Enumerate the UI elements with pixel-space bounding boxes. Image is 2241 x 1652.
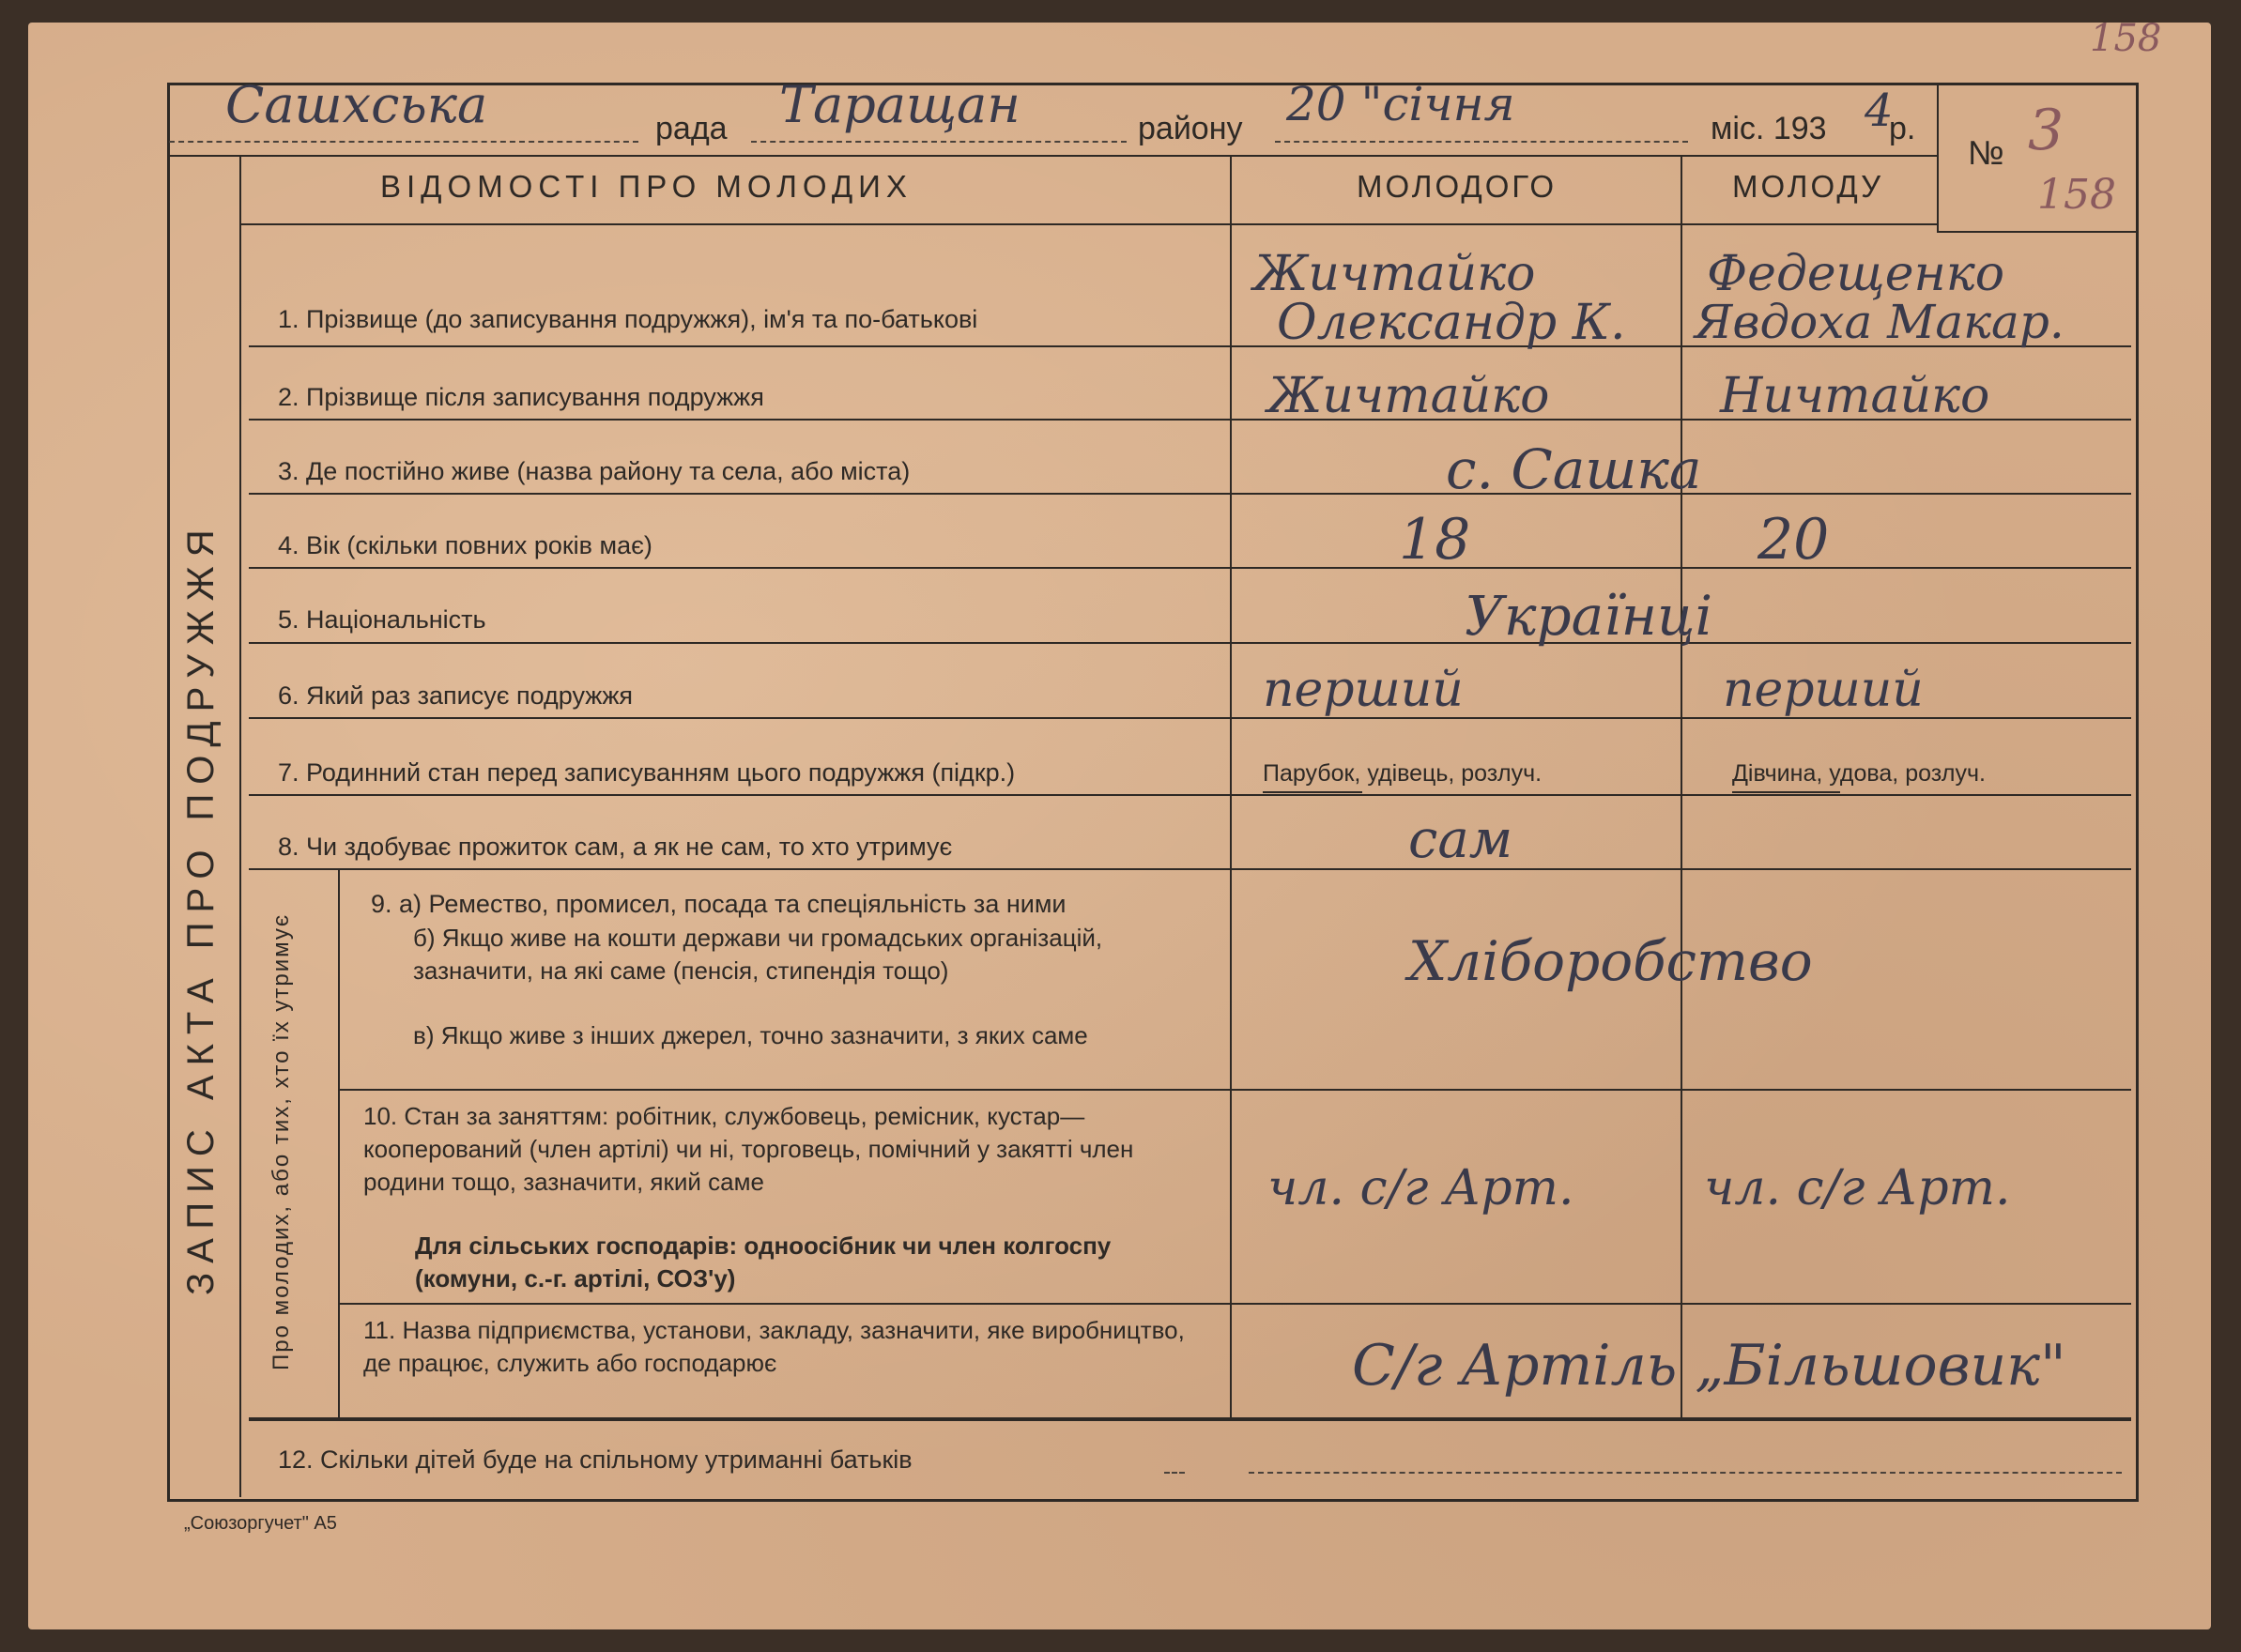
- council-name-handwritten: Сашхська: [225, 75, 488, 134]
- row-8-label: 8. Чи здобуває прожиток сам, а як не сам, то хто утримує: [278, 833, 953, 861]
- year-suffix: р.: [1889, 111, 1916, 146]
- row-7-label: 7. Родинний стан перед записуванням цього подружжя (підкр.): [278, 758, 1016, 787]
- year-digit-handwritten: 4: [1865, 84, 1894, 137]
- bride-surname-before: Федещенко: [1707, 246, 2005, 302]
- council-label: рада: [655, 111, 728, 146]
- month-year-label: міс. 193: [1711, 111, 1827, 146]
- row-11-rule: [249, 1417, 2131, 1421]
- nationality-value: Українці: [1465, 584, 1713, 648]
- groom-livelihood: сам: [1408, 809, 1513, 870]
- occupation-value: Хліборобство: [1408, 929, 1813, 993]
- groom-column-border: [1230, 155, 1232, 1417]
- groom-marital-options: Парубок, удівець, розлуч.: [1263, 760, 1543, 787]
- side-title: ЗАПИС АКТА ПРО ПОДРУЖЖЯ: [180, 520, 222, 1295]
- row-5-label: 5. Національність: [278, 605, 486, 634]
- record-number-handwritten: 3: [2028, 98, 2064, 163]
- row-9a-label: 9. а) Ремество, промисел, посада та спеціяльність за ними: [371, 890, 1067, 918]
- bride-surname-after: Ничтайко: [1720, 368, 1990, 424]
- row-8-rule: [249, 868, 2131, 870]
- row-7-rule: [249, 794, 2131, 796]
- groom-age: 18: [1399, 507, 1471, 573]
- number-box-bottom: [1937, 231, 2139, 233]
- bride-occupation-status: чл. с/г Арт.: [1704, 1160, 2011, 1216]
- row-4-label: 4. Вік (скільки повних років має): [278, 531, 652, 559]
- row-6-label: 6. Який раз записує подружжя: [278, 681, 634, 710]
- row-10-farmers-label: Для сільських господарів: одноосібник чи член колгоспу (комуни, с.-г. артілі, СОЗ'у): [415, 1231, 1112, 1293]
- council-underline: [169, 141, 638, 143]
- bride-marital-underline: [1732, 791, 1840, 793]
- subgroup-border: [338, 868, 340, 1417]
- row-9-rule: [338, 1089, 2131, 1091]
- corner-archive-mark: 158: [2090, 17, 2162, 60]
- groom-marital-underline: [1263, 791, 1362, 793]
- column-header-info: ВІДОМОСТІ ПРО МОЛОДИХ: [380, 169, 913, 204]
- number-label: №: [1968, 133, 2004, 172]
- subgroup-side-label: Про молодих, або тих, хто їх утримує: [269, 912, 294, 1370]
- bride-column-border: [1681, 155, 1682, 1417]
- district-underline: [751, 141, 1127, 143]
- printer-mark: „Союзоргучет" А5: [184, 1513, 337, 1534]
- row-10-label: 10. Стан за заняттям: робітник, службовець, ремісник, кустар—кооперований (член артілі) чи ні, торговець, помічний у закятті член родини тощо, зазначити, який саме: [363, 1102, 1134, 1196]
- bride-name-patronymic: Явдоха Макар.: [1695, 295, 2064, 349]
- row-12-answer-line: [1249, 1472, 2122, 1474]
- residence-value: с. Сашка: [1446, 437, 1702, 501]
- bride-age: 20: [1757, 507, 1830, 573]
- header-rule: [167, 155, 1937, 157]
- column-header-groom: МОЛОДОГО: [1357, 169, 1558, 204]
- record-number-sub: 158: [2037, 171, 2116, 219]
- row-12-leader-dots: [1164, 1472, 1185, 1474]
- row-3-rule: [249, 493, 2131, 495]
- workplace-value: С/г Артіль „Більшовик": [1352, 1333, 2066, 1399]
- row-9b-label: б) Якщо живе на кошти держави чи громадських організацій, зазначити, на які саме (пенсія, стипендія тощо): [413, 924, 1103, 985]
- bride-marriage-count: перший: [1723, 662, 1924, 718]
- date-handwritten: 20 "січня: [1286, 77, 1515, 131]
- groom-marriage-count: перший: [1263, 662, 1464, 718]
- district-name-handwritten: Таращан: [779, 75, 1021, 134]
- row-5-rule: [249, 642, 2131, 644]
- row-9c-label: в) Якщо живе з інших джерел, точно зазначити, з яких саме: [413, 1021, 1088, 1049]
- row-3-label: 3. Де постійно живе (назва району та села, або міста): [278, 457, 911, 485]
- groom-name-patronymic: Олександр К.: [1277, 295, 1626, 351]
- date-underline: [1275, 141, 1688, 143]
- groom-occupation-status: чл. с/г Арт.: [1267, 1160, 1574, 1216]
- row-11-label: 11. Назва підприємства, установи, закладу, зазначити, яке виробництво, де працює, служить або господарює: [363, 1316, 1185, 1377]
- number-box-left: [1937, 83, 1939, 233]
- row-12-label: 12. Скільки дітей буде на спільному утриманні батьків: [278, 1446, 913, 1474]
- column-header-bride: МОЛОДУ: [1732, 169, 1884, 204]
- bride-marital-options: Дівчина, удова, розлуч.: [1732, 760, 1986, 787]
- row-1-label: 1. Прізвище (до записування подружжя), ім'я та по-батькові: [278, 305, 978, 333]
- row-10-rule: [338, 1303, 2131, 1305]
- district-label: району: [1138, 111, 1243, 146]
- row-4-rule: [249, 567, 2131, 569]
- groom-surname-after: Жичтайко: [1267, 368, 1550, 424]
- groom-surname-before: Жичтайко: [1253, 246, 1536, 302]
- side-title-column-border: [239, 155, 241, 1497]
- row-2-label: 2. Прізвище після записування подружжя: [278, 383, 764, 411]
